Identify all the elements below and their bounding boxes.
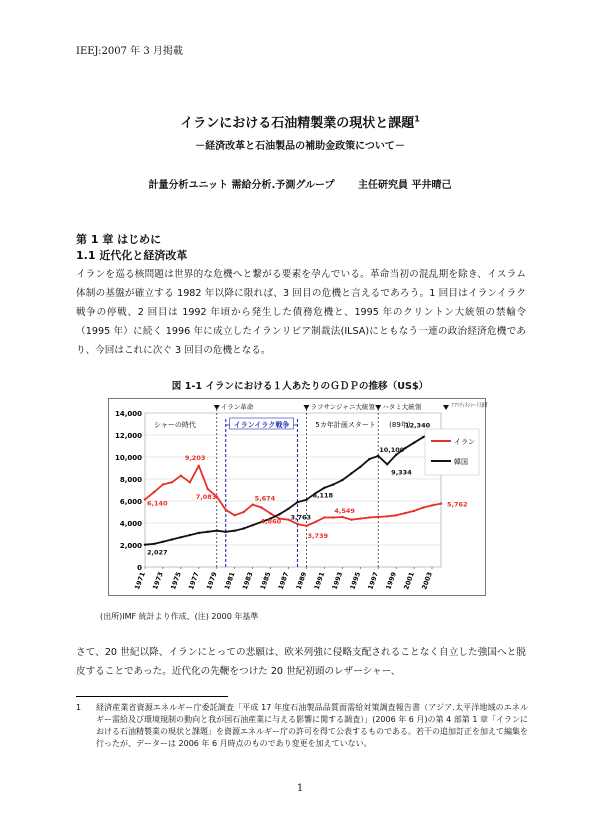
series-point (305, 499, 307, 501)
author-line (0, 176, 600, 191)
x-tick-label: 1983 (240, 570, 255, 591)
y-tick-label: 8,000 (119, 476, 142, 484)
chapter-heading: 第 1 章 はじめに (76, 233, 162, 246)
y-tick-label: 12,000 (114, 432, 142, 440)
period-label: イランイラク戦争 (233, 421, 290, 429)
page-number: 1 (296, 783, 304, 794)
series-point (216, 530, 218, 532)
series-point (296, 523, 298, 525)
body-paragraph-2 (76, 643, 526, 681)
x-tick-label: 1973 (151, 570, 165, 591)
legend-label: イラン (454, 438, 475, 446)
series-point (207, 531, 209, 533)
figure-caption: 図 1-1 イランにおける１人あたりのＧＤＰの推移（US$） (171, 381, 429, 392)
series-point (242, 527, 244, 529)
series-point (386, 463, 388, 465)
author-role: 主任研究員 平井晴己 (358, 180, 452, 191)
series-point (180, 536, 182, 538)
series-point (189, 481, 191, 483)
plot-area (145, 413, 441, 567)
series-point (278, 513, 280, 515)
event-marker (443, 405, 449, 410)
series-point (198, 465, 200, 467)
series-point (395, 454, 397, 456)
event-marker (214, 405, 220, 410)
chart-svg (109, 399, 529, 595)
x-tick-label: 1981 (222, 570, 237, 591)
series-point (422, 506, 424, 508)
series-point (359, 517, 361, 519)
running-header: IEEJ:2007 年 3 月掲載 (76, 46, 183, 57)
data-label: 4,549 (334, 506, 355, 515)
event-label: イラン革命 (220, 403, 254, 411)
series-point (377, 516, 379, 518)
period-label: 5カ年計画スタート (315, 421, 376, 429)
period-label: シャーの時代 (153, 421, 196, 429)
x-tick-label: 1987 (276, 570, 291, 591)
series-point (162, 541, 164, 543)
series-point (162, 483, 164, 485)
series-point (350, 519, 352, 521)
series-point (287, 508, 289, 510)
series-point (225, 509, 227, 511)
data-label: 12,340 (405, 421, 431, 430)
series-point (341, 479, 343, 481)
series-point (233, 514, 235, 516)
event-label: ラフサンジャニ大統領 (310, 403, 375, 411)
series-point (153, 543, 155, 545)
paragraph-text: イランを巡る核問題は世界的な危機へと繋がる要素を孕んでいる。革命当初の混乱期を除き、イスラム体制の基盤が確立する 1982 年以降に限れば、3 回目の危機と言えるであろう。1 回目はイランイラク戦争の停戦、2 回目は 1992 年頃から発生した債務危機と、1995 年のクリントン大統領の禁輸令（1995 年）に続く 1996 年に成立したイランリビア制裁法(ILSA)にともなう一連の政治経済危機であり、今回はこれに次ぐ 3 回目の危機となる。 (76, 269, 526, 356)
x-tick-label: 1971 (133, 570, 147, 591)
period-label: (89年) (389, 421, 411, 429)
series-point (422, 436, 424, 438)
series-point (323, 516, 325, 518)
x-tick-label: 1979 (204, 570, 219, 591)
series-point (171, 538, 173, 540)
y-tick-label: 10,000 (114, 454, 142, 462)
data-label: 6,140 (147, 499, 168, 508)
series-point (171, 481, 173, 483)
series-point (269, 512, 271, 514)
y-tick-label: 0 (137, 564, 142, 572)
event-label: ハタミ大統領 (382, 403, 422, 411)
series-point (189, 534, 191, 536)
series-point (251, 524, 253, 526)
y-tick-label: 14,000 (114, 410, 142, 418)
series-point (144, 544, 146, 546)
series-point (144, 498, 146, 500)
event-marker (303, 405, 309, 410)
x-tick-label: 1997 (366, 570, 381, 591)
series-point (296, 501, 298, 503)
x-tick-label: 1991 (312, 570, 327, 591)
x-tick-label: 1975 (169, 570, 183, 591)
series-point (377, 455, 379, 457)
series-point (260, 506, 262, 508)
y-tick-label: 4,000 (119, 520, 142, 528)
series-point (413, 442, 415, 444)
series-point (287, 519, 289, 521)
paper-title-text: イランにおける石油精製業の現状と課題 (180, 116, 415, 131)
series-point (207, 488, 209, 490)
series-point (251, 503, 253, 505)
title-footnote-mark[interactable]: 1 (414, 114, 420, 124)
footnote-divider (76, 696, 228, 697)
series-point (359, 466, 361, 468)
x-tick-label: 2001 (402, 570, 416, 591)
data-label: 5,674 (254, 494, 276, 503)
footnote-text: 経済産業省資源エネルギー庁委託調査「平成 17 年度石油製品品質面需給対策調査報告書（アジア.太平洋地域のエネルギー需給及び環境規制の動向と我が国石油産業に与える影響に関する調査）」(2006 年 6 月)の第 4 部第 1 章「イランにおける石油精製業の現状と課題」を資源エネルギー庁の許可を得て公表するものである。若干の追加訂正を加えて編集を行ったが、データーは 2006 年 6 月時点のものであり変更を加えていない。 (96, 703, 528, 748)
series-point (314, 521, 316, 523)
y-tick-label: 6,000 (119, 498, 142, 506)
y-tick-label: 2,000 (119, 542, 142, 550)
x-tick-label: 1977 (186, 570, 201, 591)
data-label: 9,203 (184, 453, 206, 462)
series-point (242, 511, 244, 513)
data-label: 3,763 (290, 513, 312, 522)
series-point (386, 515, 388, 517)
event-label: アフマディネジャード大統領 (451, 402, 529, 409)
footnote (76, 702, 528, 750)
x-tick-label: 2003 (420, 570, 434, 591)
series-point (440, 502, 442, 504)
series-point (233, 530, 235, 532)
series-point (431, 504, 433, 506)
series-point (395, 514, 397, 516)
legend-box (425, 429, 479, 475)
series-point (225, 531, 227, 533)
series-point (153, 491, 155, 493)
data-label: 4,860 (260, 517, 282, 526)
data-label: 2,027 (147, 548, 168, 557)
data-label: 9,334 (391, 468, 412, 477)
data-label: 7,083 (195, 493, 217, 502)
footnote-number: 1 (76, 703, 82, 712)
data-label: 10,100 (379, 445, 405, 454)
legend-label: 韓国 (454, 458, 468, 466)
figure-source: (出所)IMF 統計より作成、(注) 2000 年基準 (100, 612, 259, 621)
x-tick-label: 1985 (258, 570, 273, 591)
x-tick-label: 1993 (330, 570, 345, 591)
paragraph-text: さて、20 世紀以降、イランにとっての悲願は、欧米列強に侵略支配されることなく自立した強国へと脱皮することであった。近代化の先鞭をつけた 20 世紀初頭のレザーシャー、 (76, 647, 526, 677)
body-paragraph-1 (76, 265, 526, 360)
paper-subtitle: －経済改革と石油製品の補助金政策について－ (195, 141, 405, 152)
series-point (198, 532, 200, 534)
series-point (180, 475, 182, 477)
series-point (323, 487, 325, 489)
section-heading: 1.1 近代化と経済改革 (76, 249, 188, 262)
x-tick-label: 1989 (294, 570, 309, 591)
series-point (404, 512, 406, 514)
x-tick-label: 1999 (384, 570, 399, 591)
data-label: 3,739 (307, 531, 329, 540)
author-unit: 計量分析ユニット 需給分析.予測グループ (148, 180, 335, 191)
gdp-chart (108, 398, 529, 596)
series-point (368, 458, 370, 460)
series-point (350, 472, 352, 474)
series-point (305, 525, 307, 527)
series-point (332, 483, 334, 485)
series-point (332, 516, 334, 518)
series-point (341, 516, 343, 518)
series-point (413, 510, 415, 512)
x-tick-label: 1995 (348, 570, 363, 591)
data-label: 5,762 (447, 500, 468, 509)
series-point (368, 516, 370, 518)
paper-title (0, 112, 600, 131)
data-label: 6,118 (312, 491, 334, 500)
event-marker (375, 405, 381, 410)
